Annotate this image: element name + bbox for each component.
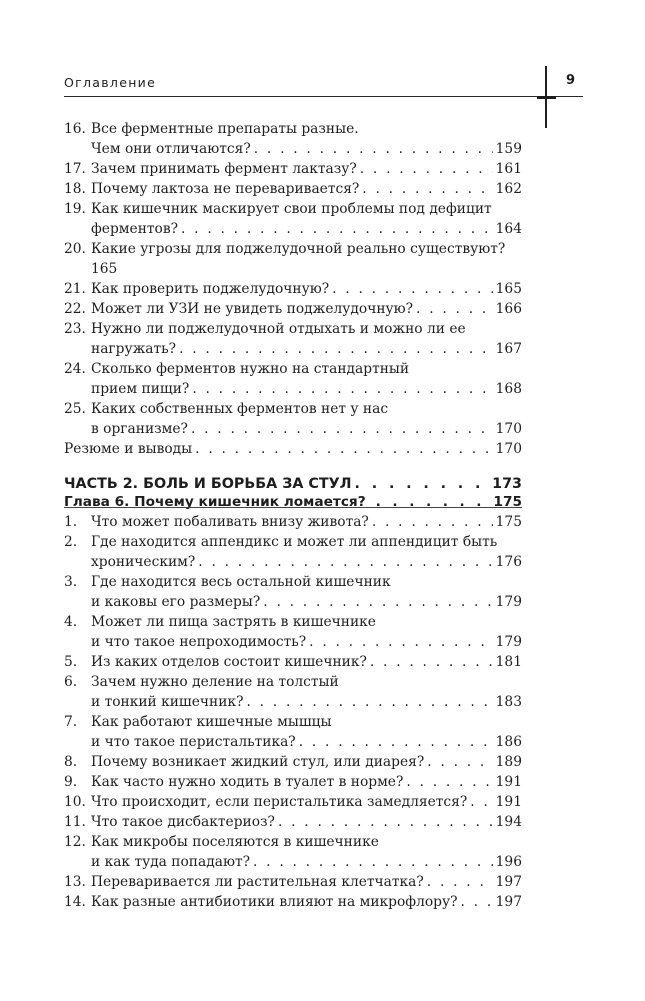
entry-title-line: в организме? xyxy=(91,421,188,437)
entry-title-line: и что такое непроходимость? xyxy=(91,634,307,650)
entry-title-line: Зачем нужно деление на толстый xyxy=(91,674,339,690)
entry-title-line: Как кишечник маскирует свои проблемы под дефицит xyxy=(91,201,492,217)
dot-leader xyxy=(192,379,492,399)
entry-title-line: Какие угрозы для поджелудочной реально существуют? xyxy=(91,241,506,257)
toc-entry-25-cont xyxy=(64,419,522,439)
entry-page: 159 xyxy=(495,141,522,157)
dot-leader xyxy=(181,219,493,239)
toc-entry-4-cont xyxy=(64,632,522,652)
entry-title-line: Как микробы поселяются в кишечнике xyxy=(91,834,379,850)
entry-page: 176 xyxy=(495,554,522,570)
toc-entry-23 xyxy=(64,319,522,339)
entry-title-line: хроническим? xyxy=(91,554,196,570)
entry-page: 197 xyxy=(495,874,522,890)
entry-title-line: Сколько ферментов нужно на стандартный xyxy=(91,361,410,377)
toc-entry-24-cont xyxy=(64,379,522,399)
entry-page: 179 xyxy=(495,634,522,650)
entry-title-line: Что может побаливать внизу живота? xyxy=(91,514,369,530)
toc-part-heading xyxy=(64,474,522,494)
entry-title-line: Как часто нужно ходить в туалет в норме? xyxy=(91,774,404,790)
entry-page: 161 xyxy=(495,161,522,177)
entry-number: 1. xyxy=(64,514,78,530)
entry-title-line: Чем они отличаются? xyxy=(91,141,251,157)
entry-page: 175 xyxy=(495,514,522,530)
entry-title-line: и тонкий кишечник? xyxy=(91,694,244,710)
entry-title-line: Переваривается ли растительная клетчатка? xyxy=(91,874,424,890)
entry-page: 170 xyxy=(495,441,522,457)
toc-entry-13 xyxy=(64,872,522,892)
entry-title-line: Как работают кишечные мышцы xyxy=(91,714,332,730)
entry-page: 167 xyxy=(495,341,522,357)
entry-number: 2. xyxy=(64,534,78,550)
entry-number: 4. xyxy=(64,614,78,630)
toc-chapter-heading xyxy=(64,492,522,512)
toc-entry-8 xyxy=(64,752,522,772)
entry-title-line: и каковы его размеры? xyxy=(91,594,261,610)
dot-leader xyxy=(278,812,493,832)
toc-entry-summary xyxy=(64,439,522,459)
entry-title-line: Где находится весь остальной кишечник xyxy=(91,574,391,590)
toc-entry-14 xyxy=(64,892,522,912)
entry-page: 170 xyxy=(495,421,522,437)
part-title: ЧАСТЬ 2. БОЛЬ И БОРЬБА ЗА СТУЛ xyxy=(64,476,352,492)
dot-leader xyxy=(372,512,493,532)
entry-page: 189 xyxy=(495,754,522,770)
dot-leader xyxy=(198,552,492,572)
entry-page: 162 xyxy=(495,181,522,197)
toc-entry-3-cont xyxy=(64,592,522,612)
dot-leader xyxy=(332,279,493,299)
toc-entry-22 xyxy=(64,299,522,319)
entry-page: 164 xyxy=(495,221,522,237)
entry-number: 9. xyxy=(64,774,78,790)
chapter-title: Глава 6. Почему кишечник ломается? xyxy=(64,494,366,510)
entry-number: 8. xyxy=(64,754,78,770)
entry-number: 13. xyxy=(64,874,86,890)
entry-number: 21. xyxy=(64,281,86,297)
page-number: 9 xyxy=(566,73,576,88)
entry-title-line: Из каких отделов состоит кишечник? xyxy=(91,654,367,670)
toc-entry-6 xyxy=(64,672,522,692)
entry-page: 196 xyxy=(495,854,522,870)
entry-number: 22. xyxy=(64,301,86,317)
dot-leader xyxy=(470,792,492,812)
toc-entry-2 xyxy=(64,532,522,552)
toc-entry-20-cont xyxy=(64,259,522,279)
entry-page: 181 xyxy=(495,654,522,670)
toc-entry-21 xyxy=(64,279,522,299)
toc-entry-18 xyxy=(64,179,522,199)
entry-page: 179 xyxy=(495,594,522,610)
toc-entry-1 xyxy=(64,512,522,532)
entry-title-line: нагружать? xyxy=(91,341,177,357)
entry-title-line: Почему лактоза не переваривается? xyxy=(91,181,360,197)
entry-title-line: и что такое перистальтика? xyxy=(91,734,296,750)
toc-entry-19-cont xyxy=(64,219,522,239)
toc-entry-20 xyxy=(64,239,522,259)
entry-number: 20. xyxy=(64,241,86,257)
toc-entry-12 xyxy=(64,832,522,852)
entry-number: 7. xyxy=(64,714,78,730)
toc-entry-11 xyxy=(64,812,522,832)
entry-number: 3. xyxy=(64,574,78,590)
entry-title-line: прием пищи? xyxy=(91,381,190,397)
entry-number: 14. xyxy=(64,894,86,910)
entry-page: 166 xyxy=(495,301,522,317)
entry-title-line: Резюме и выводы xyxy=(64,441,193,457)
header-rule xyxy=(64,96,583,97)
entry-title-line: Как разные антибиотики влияют на микрофлору? xyxy=(91,894,458,910)
entry-title-line: Что такое дисбактериоз? xyxy=(91,814,275,830)
entry-title-line: Все ферментные препараты разные. xyxy=(91,121,359,137)
entry-page: 183 xyxy=(495,694,522,710)
dot-leader xyxy=(406,772,492,792)
dot-leader xyxy=(427,752,492,772)
toc-entry-12-cont xyxy=(64,852,522,872)
chapter-page: 175 xyxy=(493,494,522,510)
dot-leader xyxy=(253,852,493,872)
toc-entry-4 xyxy=(64,612,522,632)
toc-entry-24 xyxy=(64,359,522,379)
toc-entry-23-cont xyxy=(64,339,522,359)
dot-leader xyxy=(179,339,493,359)
toc-entry-10 xyxy=(64,792,522,812)
entry-page: 191 xyxy=(495,794,522,810)
part-page: 173 xyxy=(492,476,522,492)
toc-entry-2-cont xyxy=(64,552,522,572)
dot-leader xyxy=(191,419,493,439)
entry-title-line: Нужно ли поджелудочной отдыхать и можно ли ее xyxy=(91,321,466,337)
entry-number: 17. xyxy=(64,161,86,177)
chapter-underline xyxy=(64,507,522,508)
toc-entry-17 xyxy=(64,159,522,179)
dot-leader xyxy=(376,492,491,512)
dot-leader xyxy=(355,474,490,494)
entry-number: 10. xyxy=(64,794,86,810)
toc-entry-6-cont xyxy=(64,692,522,712)
dot-leader xyxy=(309,632,493,652)
entry-number: 19. xyxy=(64,201,86,217)
toc-entry-7 xyxy=(64,712,522,732)
dot-leader xyxy=(362,179,492,199)
entry-number: 25. xyxy=(64,401,86,417)
entry-title-line: Как проверить поджелудочную? xyxy=(91,281,330,297)
toc-entry-16-cont xyxy=(64,139,522,159)
entry-number: 5. xyxy=(64,654,78,670)
entry-page: 165 xyxy=(495,281,522,297)
toc-entry-9 xyxy=(64,772,522,792)
dot-leader xyxy=(263,592,492,612)
entry-title-line: ферментов? xyxy=(91,221,178,237)
toc-entry-25 xyxy=(64,399,522,419)
toc-entry-7-cont xyxy=(64,732,522,752)
dot-leader xyxy=(195,439,493,459)
entry-title-line: Почему возникает жидкий стул, или диарея? xyxy=(91,754,425,770)
entry-page: 194 xyxy=(495,814,522,830)
toc-entry-19 xyxy=(64,199,522,219)
dot-leader xyxy=(246,692,492,712)
entry-number: 23. xyxy=(64,321,86,337)
entry-title-line: Может ли УЗИ не увидеть поджелудочную? xyxy=(91,301,414,317)
entry-page: 165 xyxy=(91,261,118,277)
entry-page: 186 xyxy=(495,734,522,750)
entry-page: 168 xyxy=(495,381,522,397)
entry-title-line: Где находится аппендикс и может ли аппендицит быть xyxy=(91,534,498,550)
entry-number: 18. xyxy=(64,181,86,197)
toc-entry-3 xyxy=(64,572,522,592)
entry-number: 6. xyxy=(64,674,78,690)
entry-page: 197 xyxy=(495,894,522,910)
entry-number: 12. xyxy=(64,834,86,850)
entry-title-line: Что происходит, если перистальтика замедляется? xyxy=(91,794,468,810)
dot-leader xyxy=(461,892,493,912)
entry-title-line: и как туда попадают? xyxy=(91,854,250,870)
entry-page: 191 xyxy=(495,774,522,790)
dot-leader xyxy=(370,652,493,672)
dot-leader xyxy=(254,139,493,159)
dot-leader xyxy=(416,299,493,319)
dot-leader xyxy=(360,159,493,179)
entry-title-line: Зачем принимать фермент лактазу? xyxy=(91,161,357,177)
running-header-title: Оглавление xyxy=(64,75,157,90)
toc-entry-5 xyxy=(64,652,522,672)
entry-number: 11. xyxy=(64,814,86,830)
entry-title-line: Может ли пища застрять в кишечнике xyxy=(91,614,376,630)
entry-title-line: Каких собственных ферментов нет у нас xyxy=(91,401,389,417)
dot-leader xyxy=(427,872,493,892)
entry-number: 16. xyxy=(64,121,86,137)
entry-number: 24. xyxy=(64,361,86,377)
corner-mark-horizontal xyxy=(537,96,556,99)
dot-leader xyxy=(299,732,493,752)
toc-entry-16 xyxy=(64,119,522,139)
